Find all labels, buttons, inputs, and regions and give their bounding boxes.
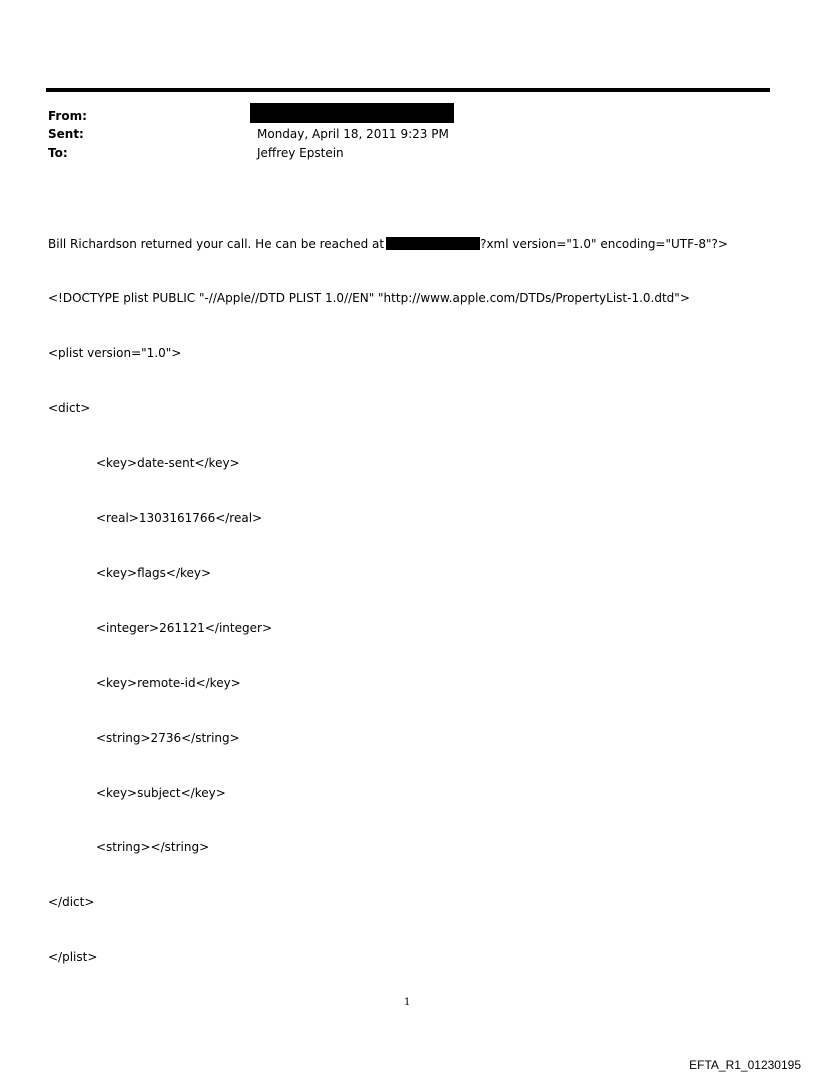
bates-number: EFTA_R1_01230195 — [689, 1058, 801, 1072]
to-value: Jeffrey Epstein — [257, 146, 344, 160]
body-line-1-end: ?xml version="1.0" encoding="UTF-8"?> — [480, 236, 728, 251]
body-line-10: <string>2736</string> — [96, 730, 240, 745]
page-number: 1 — [404, 997, 411, 1008]
body-line-14: </plist> — [48, 950, 98, 965]
header-rule — [46, 88, 770, 92]
body-line-11: <key>subject</key> — [96, 785, 226, 800]
to-label: To: — [48, 146, 68, 160]
body-line-2: <!DOCTYPE plist PUBLIC "-//Apple//DTD PLIST 1.0//EN" "http://www.apple.com/DTDs/PropertyList-1.0.dtd"> — [48, 291, 690, 306]
body-line-7: <key>flags</key> — [96, 565, 212, 580]
body-line-1 — [48, 235, 728, 253]
from-label: From: — [48, 109, 87, 123]
body-line-9: <key>remote-id</key> — [96, 675, 241, 690]
phone-redaction — [386, 237, 480, 250]
body-line-1-start: Bill Richardson returned your call. He can be reached at — [48, 236, 385, 251]
body-line-4: <dict> — [48, 401, 91, 416]
from-redaction — [250, 103, 454, 123]
body-line-12: <string></string> — [96, 840, 210, 855]
body-line-8: <integer>261121</integer> — [96, 620, 272, 635]
sent-value: Monday, April 18, 2011 9:23 PM — [257, 127, 449, 141]
body-line-13: </dict> — [48, 895, 95, 910]
sent-label: Sent: — [48, 127, 84, 141]
body-line-3: <plist version="1.0"> — [48, 346, 182, 361]
body-line-5: <key>date-sent</key> — [96, 456, 240, 471]
body-line-6: <real>1303161766</real> — [96, 511, 263, 526]
email-body — [48, 198, 728, 985]
